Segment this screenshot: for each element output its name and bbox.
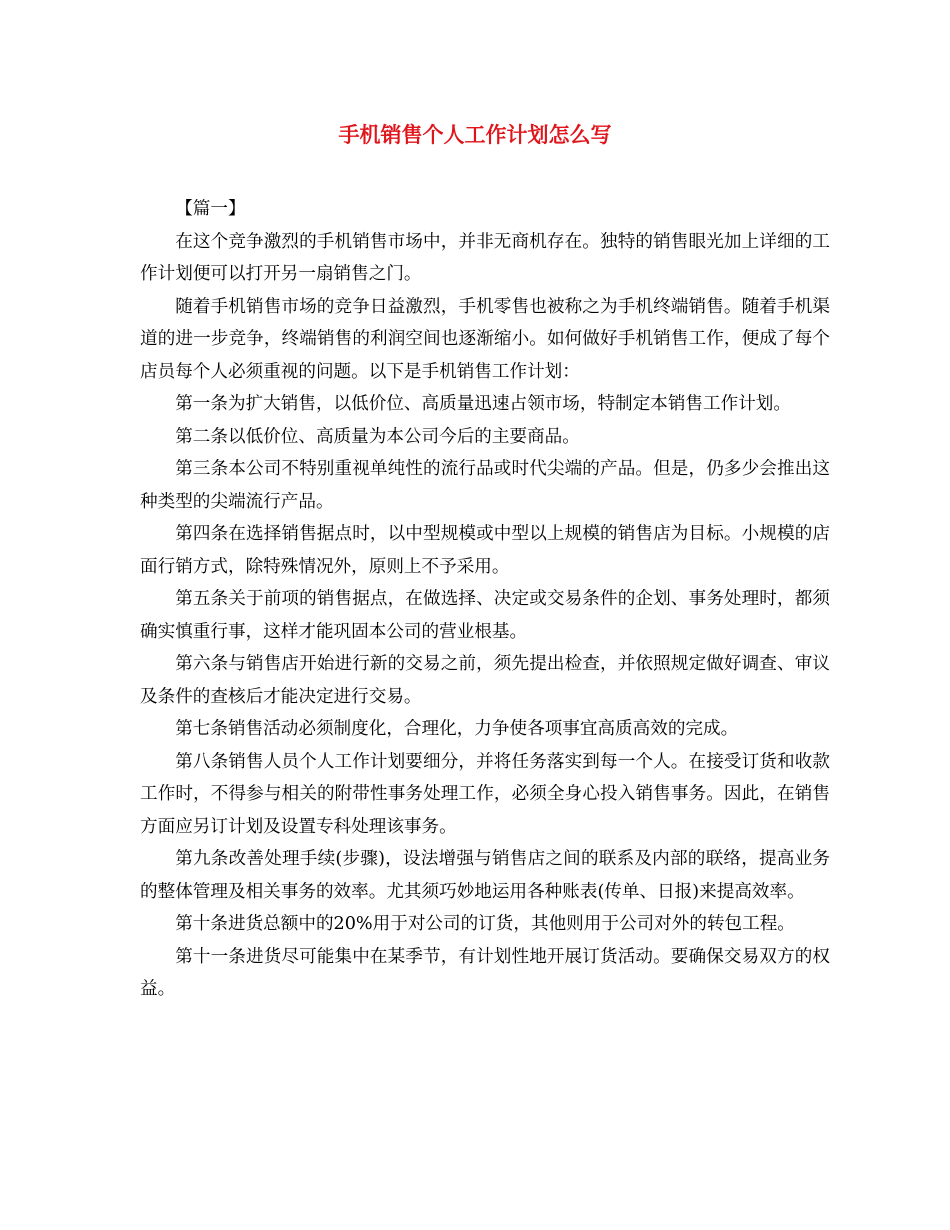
paragraph: 第二条以低价位、高质量为本公司今后的主要商品。 [175, 426, 580, 447]
paragraph: 第四条在选择销售据点时，以中型规模或中型以上规模的销售店为目标。小规模的店面行销方式，除特殊情况外，原则上不予采用。 [140, 524, 830, 577]
document-title: 手机销售个人工作计划怎么写 [338, 122, 612, 147]
paragraph: 第五条关于前项的销售据点，在做选择、决定或交易条件的企划、事务处理时，都须确实慎重行事，这样才能巩固本公司的营业根基。 [140, 589, 830, 642]
paragraph: 第八条销售人员个人工作计划要细分，并将任务落实到每一个人。在接受订货和收款工作时，不得参与相关的附带性事务处理工作，必须全身心投入销售事务。因此，在销售方面应另订计划及设置专科处理该事务。 [140, 751, 830, 837]
paragraph: 第六条与销售店开始进行新的交易之前，须先提出检查，并依照规定做好调查、审议及条件的查核后才能决定进行交易。 [140, 654, 830, 707]
paragraph: 第一条为扩大销售，以低价位、高质量迅速占领市场，特制定本销售工作计划。 [175, 394, 791, 414]
paragraph: 第七条销售活动必须制度化，合理化，力争使各项事宜高质高效的完成。 [175, 719, 739, 739]
section-label: 【篇一】 [175, 199, 246, 219]
paragraph: 第十条进货总额中的20%用于对公司的订货，其他则用于公司对外的转包工程。 [175, 914, 795, 934]
paragraph: 第三条本公司不特别重视单纯性的流行品或时代尖端的产品。但是，仍多少会推出这种类型的尖端流行产品。 [140, 459, 830, 512]
paragraph: 在这个竞争激烈的手机销售市场中，并非无商机存在。独特的销售眼光加上详细的工作计划便可以打开另一扇销售之门。 [140, 231, 830, 284]
document-body [140, 193, 830, 1006]
paragraph: 随着手机销售市场的竞争日益激烈，手机零售也被称之为手机终端销售。随着手机渠道的进一步竞争，终端销售的利润空间也逐渐缩小。如何做好手机销售工作，便成了每个店员每个人必须重视的问题。以下是手机销售工作计划： [140, 296, 830, 382]
paragraph: 第十一条进货尽可能集中在某季节，有计划性地开展订货活动。要确保交易双方的权益。 [140, 946, 830, 999]
paragraph: 第九条改善处理手续(步骤)，设法增强与销售店之间的联系及内部的联络，提高业务的整体管理及相关事务的效率。尤其须巧妙地运用各种账表(传单、日报)来提高效率。 [140, 849, 830, 902]
